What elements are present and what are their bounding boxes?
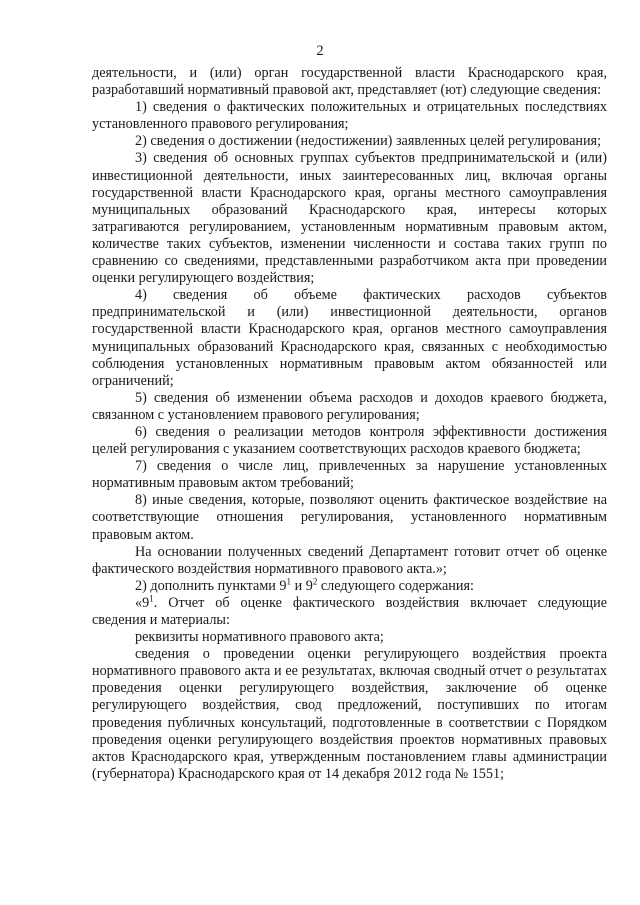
clause-assessment-info: сведения о проведении оценки регулирующего воздействия проекта нормативного правового акта и ее результатах, включая сводный отчет о результатах проведения оценки регулирующего воздействия, заключение об оценке регулирующего воздействия, свод предложений, поступивших по итогам проведения публичных консультаций, подготовленные в соответствии с Порядком проведения оценки регулирующего воздействия проектов нормативных правовых актов Краснодарского края, утвержденным постановлением главы администрации (губернатора) Краснодарского края от 14 декабря 2012 года № 1551; [92, 646, 607, 782]
amendment-item-2-middle: и 9 [291, 577, 313, 594]
list-item-3: 3) сведения об основных группах субъектов предпринимательской и (или) инвестиционной деятельности, иных заинтересованных лиц, включая органы государственной власти Краснодарского края, органы местного самоуправления муниципальных образований Краснодарского края, интересы которых затрагиваются регулированием, установленным нормативным правовым актом, количестве таких субъектов, изменении численности и состава таких групп по сравнению со сведениями, представленными разработчиком акта при проведении оценки регулирующего воздействия; [92, 150, 607, 287]
clause-9-1 [92, 595, 607, 629]
page-number: 2 [316, 43, 324, 59]
clause-9-1-text: . Отчет об оценке фактического воздействия включает следующие сведения и материалы: [92, 594, 607, 628]
paragraph-intro: деятельности, и (или) орган государственной власти Краснодарского края, разработавший нормативный правовой акт, представляет (ют) следующие сведения: [92, 65, 607, 99]
amendment-item-2 [92, 578, 607, 595]
clause-9-1-sup: 1 [149, 593, 154, 604]
list-item-2: 2) сведения о достижении (недостижении) заявленных целей регулирования; [135, 133, 602, 150]
list-item-6: 6) сведения о реализации методов контроля эффективности достижения целей регулирования с указанием соответствующих расходов краевого бюджета; [92, 423, 607, 458]
amendment-item-2-sup-1: 1 [286, 576, 292, 587]
list-item-4: 4) сведения об объеме фактических расходов субъектов предпринимательской и (или) инвестиционной деятельности, органов государственной власти Краснодарского края, органов местного самоуправления муниципальных образований Краснодарского края, связанных с необходимостью соблюдения установленных нормативным правовым актом обязанностей или ограничений; [92, 287, 607, 389]
amendment-item-2-suffix: следующего содержания: [317, 577, 474, 594]
list-item-7: 7) сведения о числе лиц, привлеченных за нарушение установленных нормативным правовым актом требований; [92, 458, 607, 492]
clause-9-1-prefix: «9 [135, 594, 150, 611]
list-item-5: 5) сведения об изменении объема расходов и доходов краевого бюджета, связанном с установлением правового регулирования; [92, 389, 607, 423]
list-item-8: 8) иные сведения, которые, позволяют оценить фактическое воздействие на соответствующие отношения регулирования, установленного нормативным правовым актом. [92, 492, 607, 543]
amendment-item-2-prefix: 2) дополнить пунктами 9 [135, 577, 287, 594]
list-item-1: 1) сведения о фактических положительных и отрицательных последствиях установленного правового регулирования; [92, 99, 607, 133]
amendment-item-2-sup-2: 2 [312, 576, 318, 587]
document-body [92, 65, 607, 783]
paragraph-department-report: На основании полученных сведений Департамент готовит отчет об оценке фактического воздействия нормативного правового акта.»; [92, 543, 607, 577]
clause-requisites: реквизиты нормативного правового акта; [135, 629, 384, 646]
